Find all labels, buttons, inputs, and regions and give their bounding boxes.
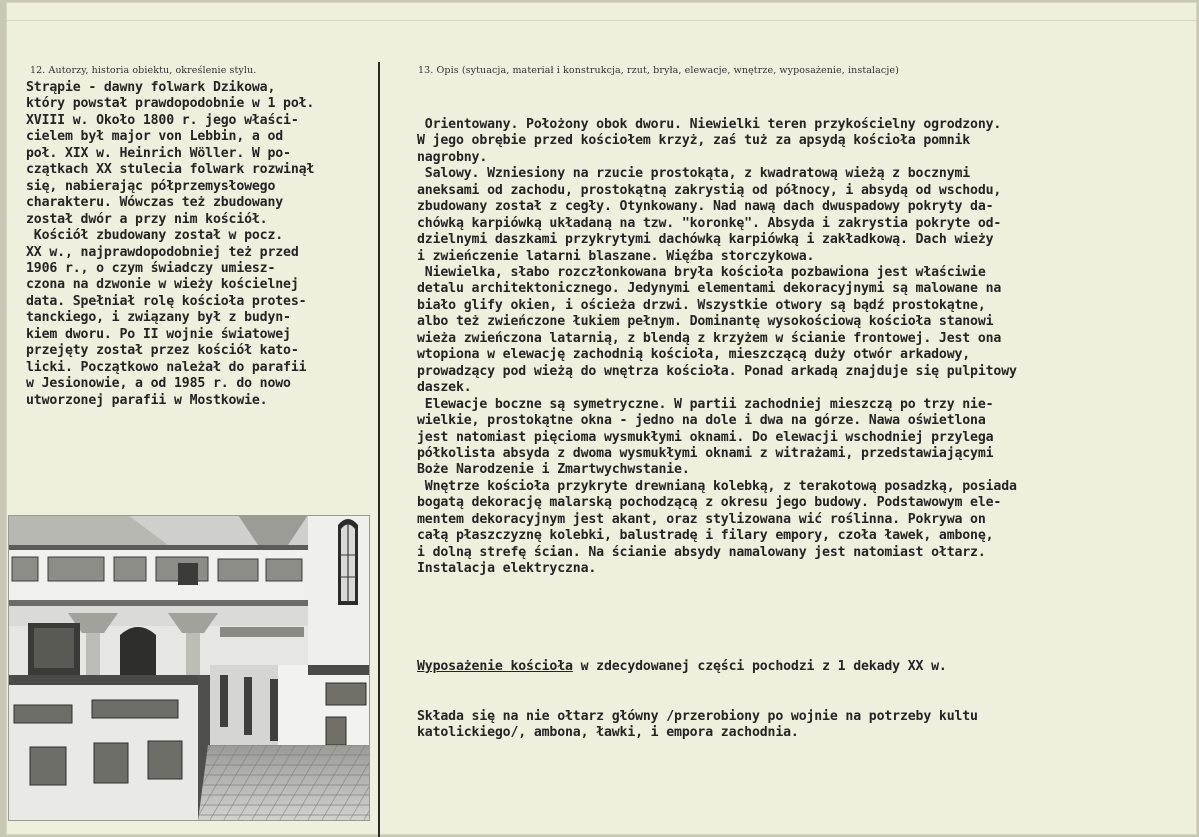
text-line: i dolną strefę ścian. Na ścianie absydy namalowany jest natomiast ołtarz. xyxy=(417,544,986,560)
equipment-heading: Wyposażenie kościoła xyxy=(417,659,573,675)
text-line: został dwór a przy nim kościół. xyxy=(26,211,268,227)
text-line: 1906 r., o czym świadczy umiesz- xyxy=(26,260,276,276)
text-line: prowadzący pod wieżą do wnętrza kościoła. Ponad arkadą znajduje się pulpitowy xyxy=(417,363,1017,379)
text-line: zbudowany został z cegły. Otynkowany. Nad nawą dach dwuspadowy pokryty da- xyxy=(417,199,994,215)
text-line: poł. XIX w. Heinrich Wöller. W po- xyxy=(26,145,291,161)
equipment-first-rest: w zdecydowanej części pochodzi z 1 dekady XX w. xyxy=(572,659,947,675)
church-interior-photo xyxy=(8,515,370,821)
text-line: Kościół zbudowany został w pocz. xyxy=(26,228,284,244)
text-line: W jego obrębie przed kościołem krzyż, zaś tuż za apsydą kościoła pomnik xyxy=(417,133,971,149)
text-line: XVIII w. Około 1800 r. jego właści- xyxy=(26,112,299,128)
text-line: aneksami od zachodu, prostokątną zakrystią od północy, i absydą od wschodu, xyxy=(417,182,1002,198)
text-line: cielem był major von Lebbin, a od xyxy=(26,129,284,145)
text-line: w Jesionowie, a od 1985 r. do nowo xyxy=(26,376,291,392)
text-line: czona na dzwonie w wieży kościelnej xyxy=(26,277,299,293)
text-line: Salowy. Wzniesiony na rzucie prostokąta, z kwadratową wieżą z bocznymi xyxy=(417,166,971,182)
text-line: wielkie, prostokątne okna - jedno na dole i dwa na górze. Nawa oświetlona xyxy=(417,413,986,429)
text-line: bogatą dekorację malarską pochodzącą z okresu jego budowy. Podstawowym ele- xyxy=(417,495,1002,511)
text-line: Niewielka, słabo rozczłonkowana bryła kościoła pozbawiona jest właściwie xyxy=(417,264,986,280)
text-line: katolickiego/, ambona, ławki, i empora zachodnia. xyxy=(417,725,799,741)
equipment-continuation xyxy=(417,709,1017,742)
text-line: czątkach XX stulecia folwark rozwinął xyxy=(26,162,315,178)
text-line: utworzonej parafii w Mostkowie. xyxy=(26,392,268,408)
text-line: XX w., najprawdopodobniej też przed xyxy=(26,244,299,260)
text-line: przejęty został przez kościół kato- xyxy=(26,343,299,359)
text-line: wieża zwieńczona latarnią, z blendą z krzyżem w ścianie frontowej. Jest ona xyxy=(417,330,1002,346)
section-12-header: 12. Autorzy, historia obiektu, określenie stylu. xyxy=(30,65,257,76)
document-sheet xyxy=(6,2,1197,835)
text-line: Instalacja elektryczna. xyxy=(417,561,597,577)
text-line: dzielnymi daszkami przykrytymi dachówką karpiówką i zakładkową. Dach wieży xyxy=(417,232,994,248)
text-line: Strąpie - dawny folwark Dzikowa, xyxy=(26,80,276,95)
column-divider xyxy=(378,62,380,837)
text-line: data. Spełniał rolę kościoła protes- xyxy=(26,293,307,309)
text-line: który powstał prawdopodobnie w 1 poł. xyxy=(26,96,315,112)
text-line: tanckiego, i związany był z budyn- xyxy=(26,310,291,326)
text-line: półkolista absyda z dwoma wysmukłymi oknami z witrażami, przedstawiającymi xyxy=(417,445,994,461)
text-line: Orientowany. Położony obok dworu. Niewielki teren przykościelny ogrodzony. xyxy=(417,116,1002,132)
text-line: Wnętrze kościoła przykryte drewnianą kolebką, z terakotową posadzką, posiada xyxy=(417,478,1017,494)
text-line: chówką karpiówką układaną na tzw. "koronkę". Absyda i zakrystia pokryte od- xyxy=(417,215,1002,231)
text-line: detalu architektonicznego. Jedynymi elementami dekoracyjnymi są malowane na xyxy=(417,281,1002,297)
text-line: Boże Narodzenie i Zmartwychwstanie. xyxy=(417,462,690,478)
text-line: Elewacje boczne są symetryczne. W partii zachodniej mieszczą po trzy nie- xyxy=(417,396,994,412)
top-edge xyxy=(6,2,1197,21)
text-line: nagrobny. xyxy=(417,149,488,165)
description-paragraphs xyxy=(417,117,1017,578)
description-text xyxy=(417,84,1017,775)
text-line: biało glify okien, i ościeża drzwi. Wszystkie otwory są bądź prostokątne, xyxy=(417,297,986,313)
text-line: daszek. xyxy=(417,380,472,396)
equipment-line xyxy=(417,659,1017,675)
text-line: Składa się na nie ołtarz główny /przerobiony po wojnie na potrzeby kultu xyxy=(417,708,978,724)
history-text xyxy=(26,80,314,409)
text-line: całą płaszczyznę kolebki, balustradę i filary empory, czoła ławek, ambonę, xyxy=(417,528,994,544)
text-line: wtopiona w elewację zachodnią kościoła, mieszczącą duży otwór arkadowy, xyxy=(417,347,971,363)
section-13-header: 13. Opis (sytuacja, materiał i konstrukcja, rzut, bryła, elewacje, wnętrze, wyposażenie, instalacje) xyxy=(418,65,899,76)
text-line: licki. Początkowo należał do parafii xyxy=(26,359,307,375)
text-line: jest natomiast pięcioma wysmukłymi oknami. Do elewacji wschodniej przylega xyxy=(417,429,994,445)
text-line: mentem dekoracyjnym jest akant, oraz stylizowana wić roślinna. Pokrywa on xyxy=(417,511,986,527)
text-line: się, nabierając półprzemysłowego xyxy=(26,178,276,194)
text-line: charakteru. Wówczas też zbudowany xyxy=(26,195,284,211)
text-line: kiem dworu. Po II wojnie światowej xyxy=(26,326,291,342)
text-line: i zwieńczenie latarni blaszane. Więźba storczykowa. xyxy=(417,248,815,264)
text-line: albo też zwieńczone łukiem pełnym. Dominantę wysokościową kościoła stanowi xyxy=(417,314,994,330)
